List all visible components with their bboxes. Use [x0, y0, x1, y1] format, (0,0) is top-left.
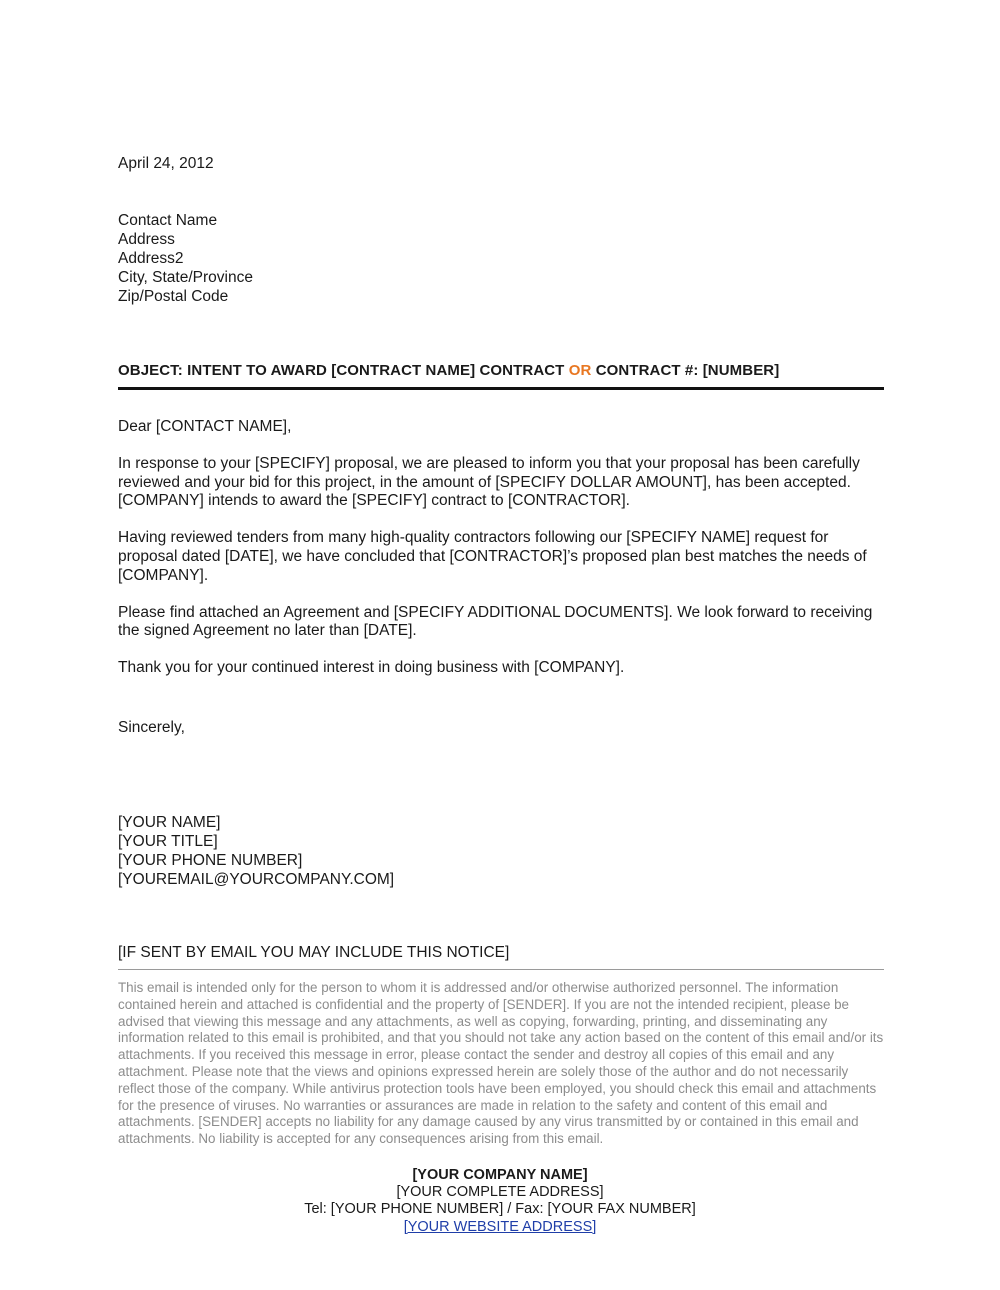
salutation: Dear [CONTACT NAME],	[118, 418, 292, 435]
signature-block	[118, 813, 394, 889]
object-heading-part1: OBJECT: INTENT TO AWARD [CONTRACT NAME] CONTRACT	[118, 362, 569, 379]
recipient-zip: Zip/Postal Code	[118, 288, 229, 305]
object-heading	[118, 362, 884, 390]
object-heading-or: OR	[568, 362, 592, 379]
footer-address: [YOUR COMPLETE ADDRESS]	[396, 1184, 604, 1201]
letter-body	[118, 418, 884, 696]
footer-website-link[interactable]: [YOUR WEBSITE ADDRESS]	[403, 1218, 597, 1235]
signature-email: [YOUREMAIL@YOURCOMPANY.COM]	[118, 871, 395, 888]
signature-title: [YOUR TITLE]	[118, 833, 218, 850]
signature-phone: [YOUR PHONE NUMBER]	[118, 852, 303, 869]
footer-contact: Tel: [YOUR PHONE NUMBER] / Fax: [YOUR FAX NUMBER]	[304, 1201, 696, 1218]
object-heading-part2: CONTRACT #: [NUMBER]	[591, 362, 780, 379]
email-notice-heading: [IF SENT BY EMAIL YOU MAY INCLUDE THIS NOTICE]	[118, 944, 884, 970]
body-paragraph: Please find attached an Agreement and [SPECIFY ADDITIONAL DOCUMENTS]. We look forward to receiving the signed Agreement no later than [DATE].	[118, 603, 873, 640]
company-footer	[0, 1167, 1000, 1236]
body-paragraph: In response to your [SPECIFY] proposal, we are pleased to inform you that your proposal has been carefully reviewed and your bid for this project, in the amount of [SPECIFY DOLLAR AMOUNT], has been accepted. [COMPANY] intends to award the [SPECIFY] contract to [CONTRACTOR].	[118, 454, 860, 510]
recipient-contact-name: Contact Name	[118, 212, 218, 229]
recipient-address-line1: Address	[118, 231, 175, 248]
recipient-address-block	[118, 211, 253, 306]
recipient-city-state: City, State/Province	[118, 269, 253, 286]
closing: Sincerely,	[118, 719, 185, 736]
recipient-address-line2: Address2	[118, 250, 184, 267]
footer-company-name: [YOUR COMPANY NAME]	[412, 1167, 588, 1183]
body-paragraph: Having reviewed tenders from many high-quality contractors following our [SPECIFY NAME] request for proposal dated [DATE], we have concluded that [CONTRACTOR]’s proposed plan best matches the needs of [COMPANY].	[118, 529, 867, 584]
letter-date: April 24, 2012	[118, 155, 214, 172]
body-paragraph: Thank you for your continued interest in doing business with [COMPANY].	[118, 659, 625, 677]
email-disclaimer: This email is intended only for the person to whom it is addressed and/or otherwise authorized personnel. The information contained herein and attached is confidential and the property of [SENDER]. If you are not the intended recipient, please be advised that viewing this message and any attachments, as well as copying, forwarding, printing, and disseminating any information related to this email is prohibited, and that you should not take any action based on the content of this email and/or its attachments. If you received this message in error, please contact the sender and destroy all copies of this email and any attachment. Please note that the views and opinions expressed herein are solely those of the author and do not necessarily reflect those of the company. While antivirus protection tools have been employed, you should check this email and attachments for the presence of viruses. No warranties or assurances are made in relation to the safety and content of this email and attachments. [SENDER] accepts no liability for any damage caused by any virus transmitted by or contained in this email and attachments. No liability is accepted for any consequences arising from this email.	[118, 980, 884, 1147]
signature-name: [YOUR NAME]	[118, 814, 221, 831]
